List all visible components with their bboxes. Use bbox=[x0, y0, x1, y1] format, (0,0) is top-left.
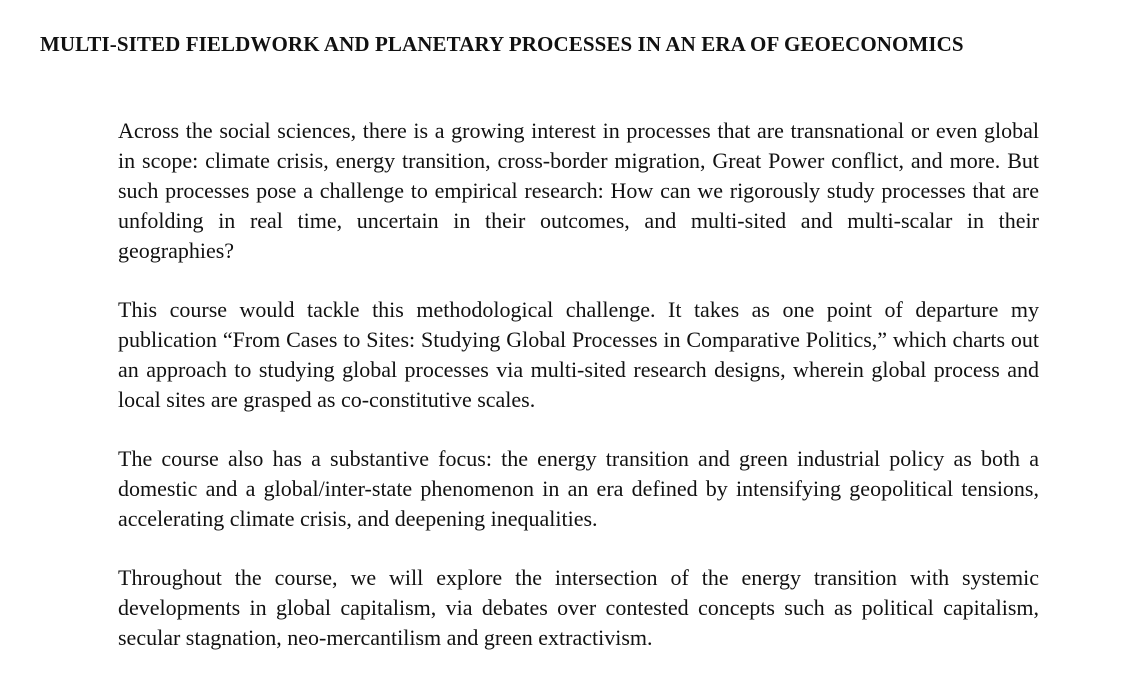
document-body bbox=[118, 116, 1039, 682]
paragraph-global-capitalism: Throughout the course, we will explore the intersection of the energy transition with systemic developments in global capitalism, via debates over contested concepts such as political capitalism, secular stagnation, neo-mercantilism and green extractivism. bbox=[118, 565, 1039, 650]
document-title: MULTI-SITED FIELDWORK AND PLANETARY PROCESSES IN AN ERA OF GEOECONOMICS bbox=[40, 32, 964, 56]
paragraph-methodology: This course would tackle this methodological challenge. It takes as one point of departure my publication “From Cases to Sites: Studying Global Processes in Comparative Politics,” which charts out an approach to studying global processes via multi-sited research designs, wherein global process and local sites are grasped as co-constitutive scales. bbox=[118, 297, 1039, 412]
paragraph-substantive-focus: The course also has a substantive focus: the energy transition and green industrial policy as both a domestic and a global/inter-state phenomenon in an era defined by intensifying geopolitical tensions, accelerating climate crisis, and deepening inequalities. bbox=[118, 446, 1039, 531]
paragraph-intro: Across the social sciences, there is a growing interest in processes that are transnational or even global in scope: climate crisis, energy transition, cross-border migration, Great Power conflict, and more. But such processes pose a challenge to empirical research: How can we rigorously study processes that are unfolding in real time, uncertain in their outcomes, and multi-sited and multi-scalar in their geographies? bbox=[118, 118, 1039, 263]
